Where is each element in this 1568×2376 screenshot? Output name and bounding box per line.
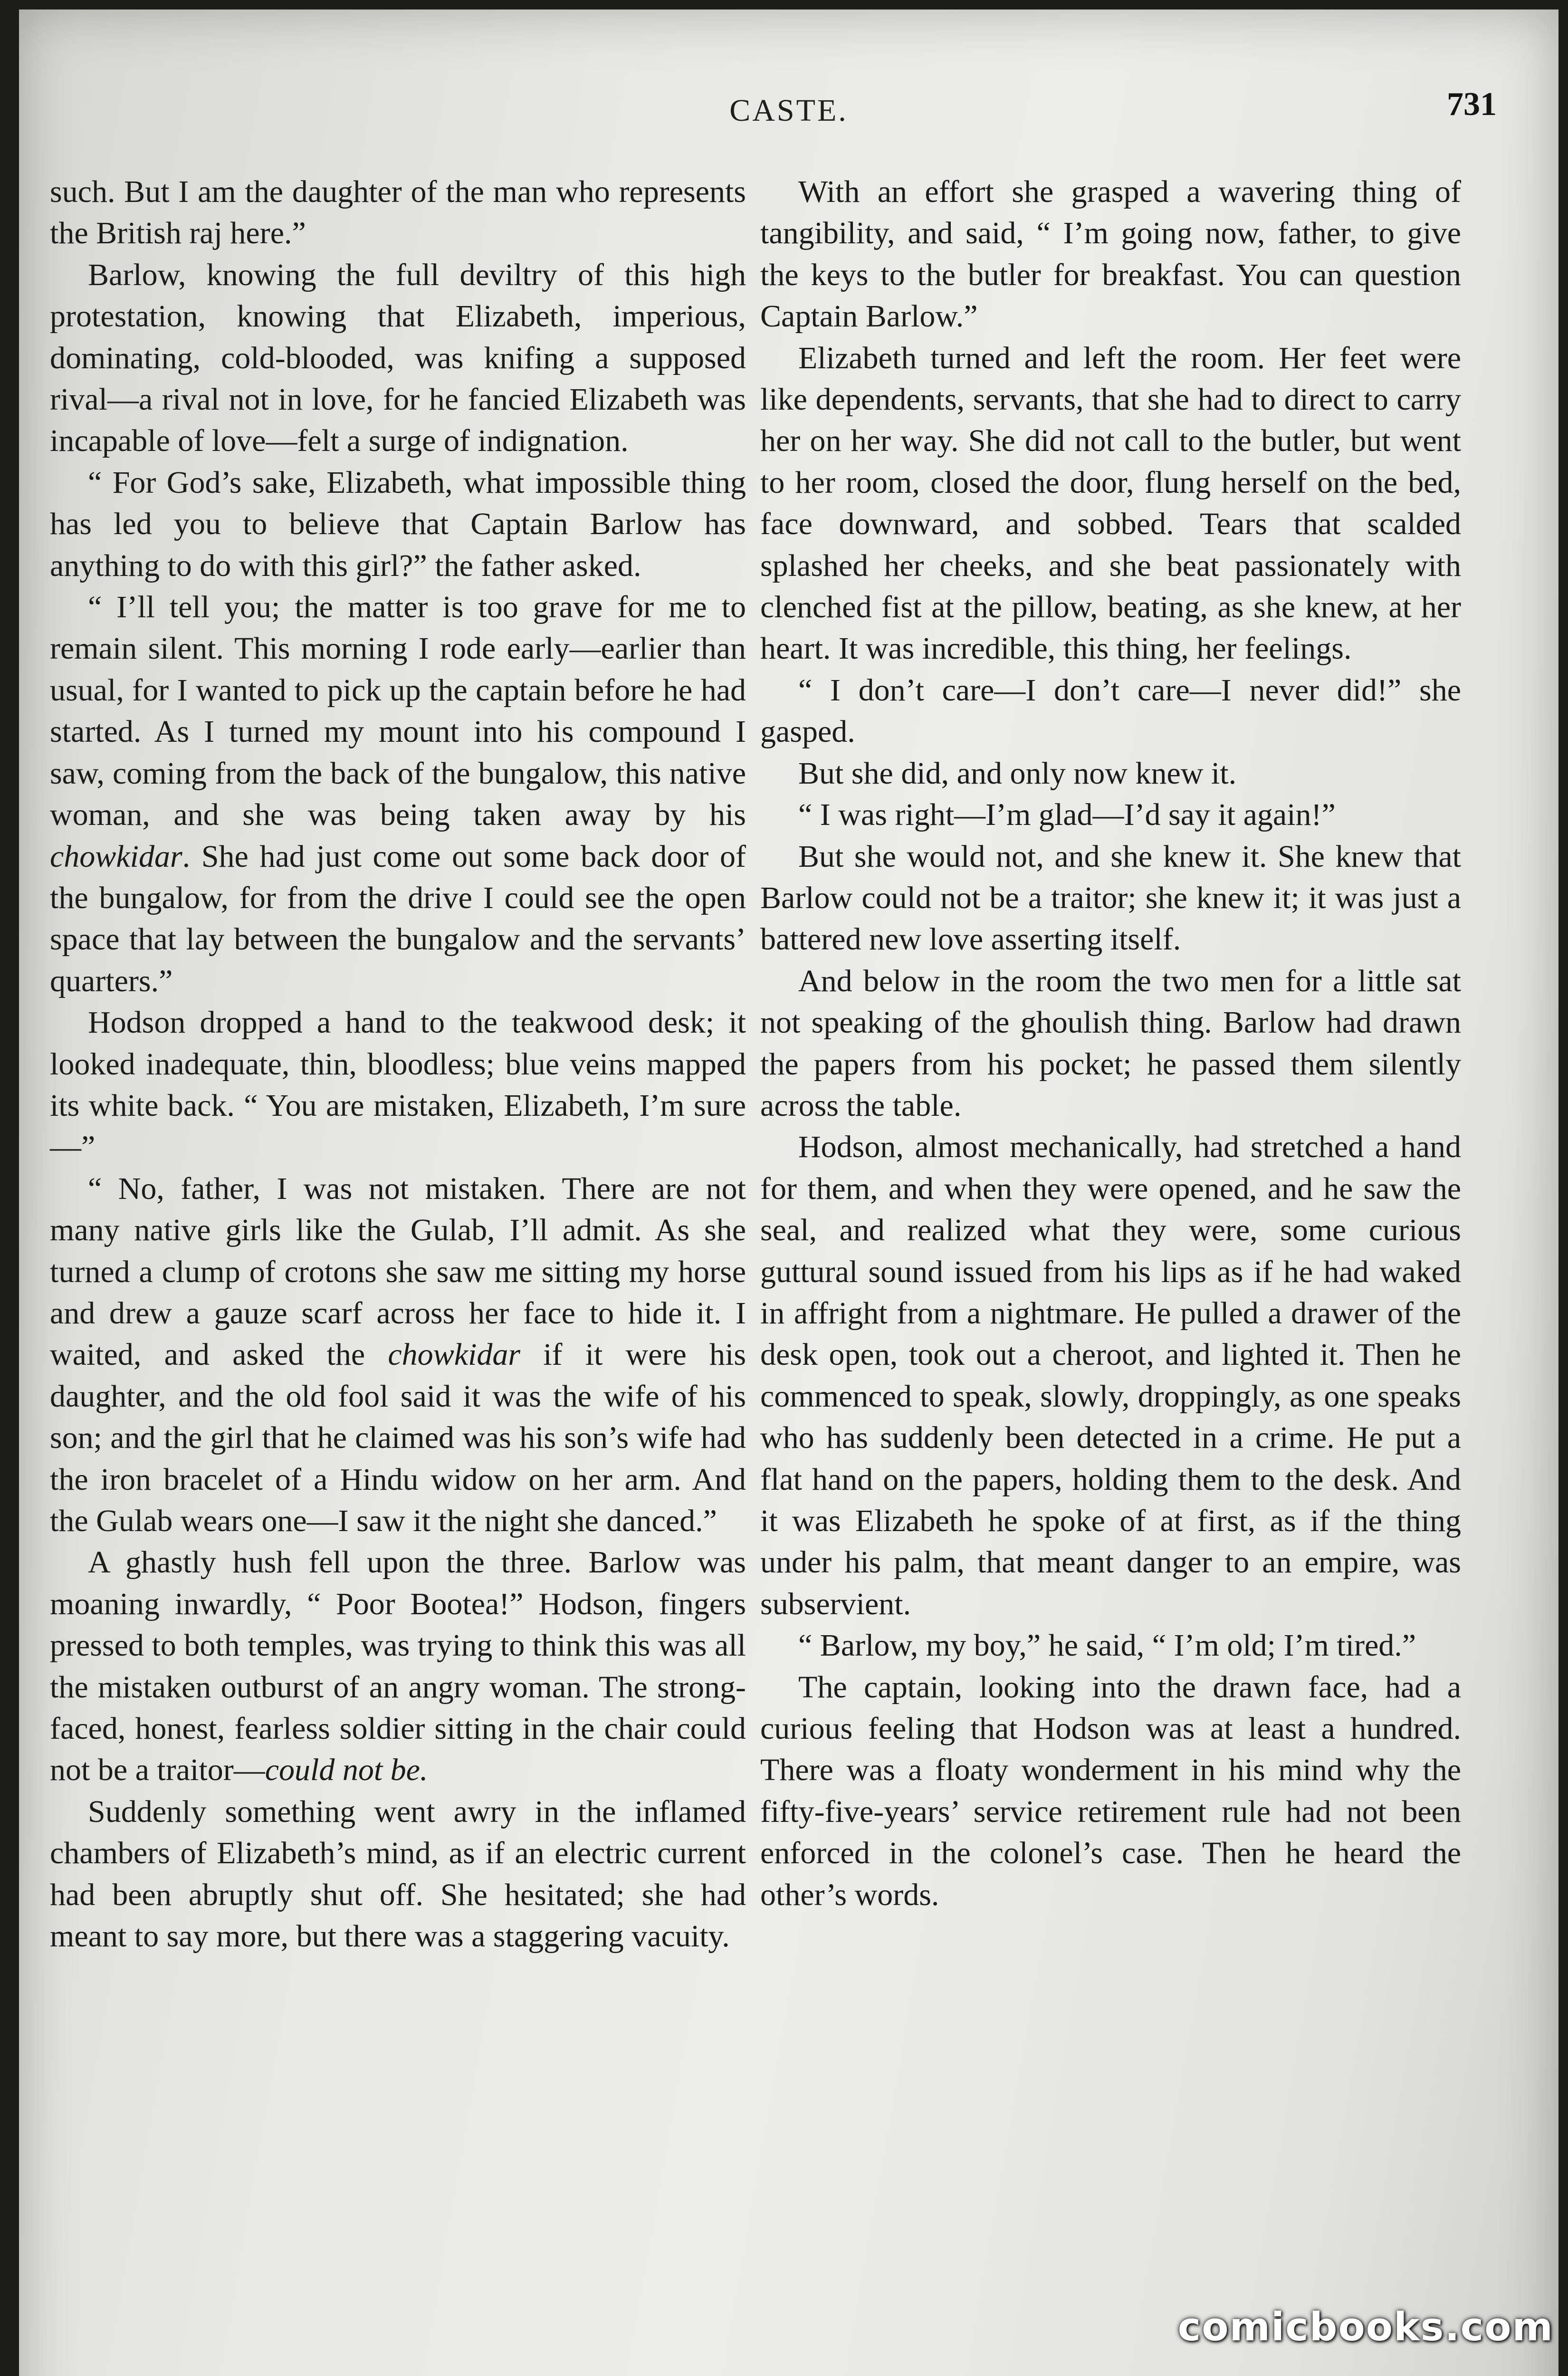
running-title: CASTE. xyxy=(729,93,848,128)
italic-term: chowkidar xyxy=(388,1337,521,1372)
italic-term: chowkidar xyxy=(50,839,182,874)
paragraph: “ I don’t care—I don’t care—I never did!” she gasped. xyxy=(760,672,1461,749)
paragraph: “ Barlow, my boy,” he said, “ I’m old; I’m tired.” xyxy=(798,1628,1416,1663)
paragraph: With an effort she grasped a wavering thing of tangibility, and said, “ I’m going now, father, to give the keys to the butler for breakfast. You can question Captain Barlow.” xyxy=(760,174,1461,334)
text-run: if it were his daughter, and the old fool said it was the wife of his son; and the girl that he claimed was his son’s wife had the iron bracelet of a Hindu widow on her arm. And the Gulab wears one—I saw it the night she danced.” xyxy=(50,1337,746,1538)
book-page xyxy=(19,10,1558,2376)
text-run: . She had just come out some back door of the bungalow, for from the drive I could see the open space that lay between the bungalow and the servants’ quarters.” xyxy=(50,839,746,998)
paragraph: such. But I am the daughter of the man who represents the British raj here.” xyxy=(50,174,746,251)
text-run: “ No, father, I was not mistaken. There are not many native girls like the Gulab, I’ll admit. As she turned a clump of crotons she saw me sitting my horse and drew a gauze scarf across her face to hide it. I waited, and asked the xyxy=(50,1171,746,1372)
paragraph xyxy=(50,1542,746,1791)
paragraph xyxy=(50,1168,746,1542)
paragraph: Elizabeth turned and left the room. Her feet were like dependents, servants, that she had to direct to carry her on her way. She did not call to the butler, but went to her room, closed the door, flung herself on the bed, face downward, and sobbed. Tears that scalded splashed her cheeks, and she beat passionately with clenched fist at the pillow, beating, as she knew, at her heart. It was incredible, this thing, her feelings. xyxy=(760,340,1461,666)
right-column xyxy=(760,171,1461,1916)
text-run: “ I’ll tell you; the matter is too grave for me to remain silent. This morning I rode early—earlier than usual, for I wanted to pick up the captain before he had started. As I turned my mount into his compound I saw, coming from the back of the bungalow, this native woman, and she was being taken away by his xyxy=(50,590,746,833)
paragraph: Suddenly something went awry in the inflamed chambers of Elizabeth’s mind, as if an electric current had been abruptly shut off. She hesitated; she had meant to say more, but there was a staggering vacuity. xyxy=(50,1794,746,1954)
paragraph: And below in the room the two men for a little sat not speaking of the ghoulish thing. Barlow had drawn the papers from his pocket; he passed them silently across the table. xyxy=(760,963,1461,1123)
paragraph: “ I was right—I’m glad—I’d say it again!” xyxy=(798,797,1336,833)
paragraph: But she would not, and she knew it. She knew that Barlow could not be a traitor; she knew it; it was just a battered new love asserting itself. xyxy=(760,839,1461,957)
italic-phrase: could not be. xyxy=(265,1753,428,1788)
left-column xyxy=(50,171,746,1957)
paragraph xyxy=(50,586,746,1002)
paragraph: Barlow, knowing the full deviltry of this high protestation, knowing that Elizabeth, imperious, dominating, cold-blooded, was knifing a supposed rival—a rival not in love, for he fancied Elizabeth was incapable of love—felt a surge of indignation. xyxy=(50,257,746,459)
paragraph: Hodson, almost mechanically, had stretched a hand for them, and when they were opened, and he saw the seal, and realized what they were, some curious guttural sound issued from his lips as if he had waked in affright from a nightmare. He pulled a drawer of the desk open, took out a cheroot, and lighted it. Then he commenced to speak, slowly, droppingly, as one speaks who has suddenly been detected in a crime. He put a flat hand on the papers, holding them to the desk. And it was Elizabeth he spoke of at first, as if the thing under his palm, that meant danger to an empire, was subservient. xyxy=(760,1130,1461,1621)
text-run: A ghastly hush fell upon the three. Barlow was moaning inwardly, “ Poor Bootea!” Hodson, fingers pressed to both temples, was trying to think this was all the mistaken outburst of an angry woman. The strong-faced, honest, fearless soldier sitting in the chair could not be a traitor— xyxy=(50,1545,746,1788)
paragraph: “ For God’s sake, Elizabeth, what impossible thing has led you to believe that Captain Barlow has anything to do with this girl?” the father asked. xyxy=(50,465,746,583)
paragraph: But she did, and only now knew it. xyxy=(798,756,1237,791)
watermark-logo: comicbooks.com xyxy=(1177,2305,1554,2350)
paragraph: The captain, looking into the drawn face, had a curious feeling that Hodson was at least a hundred. There was a floaty wonderment in his mind why the fifty-five-years’ service retirement rule had not been enforced in the colonel’s case. Then he heard the other’s words. xyxy=(760,1669,1461,1912)
page-number: 731 xyxy=(1447,86,1497,123)
paragraph: Hodson dropped a hand to the teakwood desk; it looked inadequate, thin, bloodless; blue veins mapped its white back. “ You are mistaken, Elizabeth, I’m sure—” xyxy=(50,1005,746,1165)
